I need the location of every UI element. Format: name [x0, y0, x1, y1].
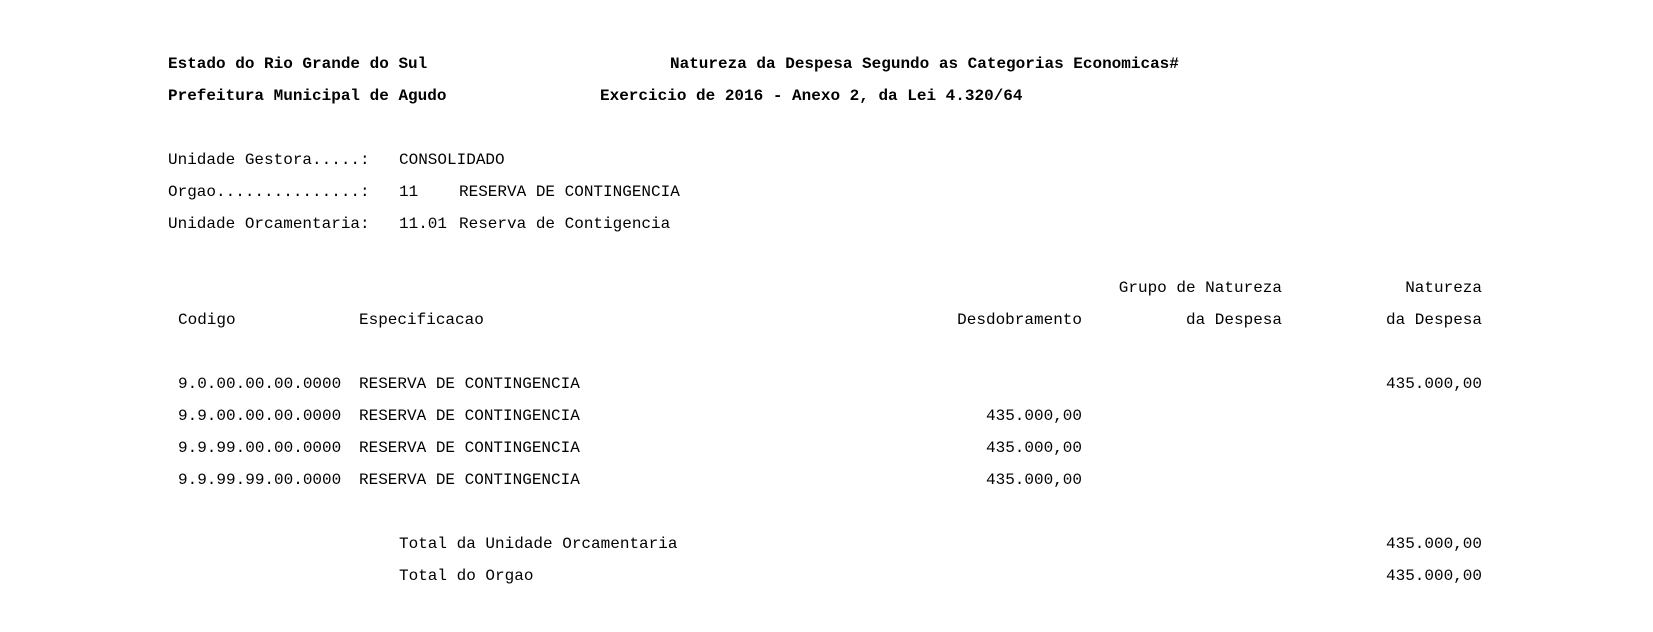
column-header-grupo-line1: Grupo de Natureza [1118, 279, 1282, 297]
row-codigo: 9.9.00.00.00.0000 [178, 407, 342, 425]
row-codigo: 9.9.99.99.00.0000 [178, 471, 342, 489]
row-codigo: 9.0.00.00.00.0000 [178, 375, 342, 393]
total-orgao-value: 435.000,00 [1385, 567, 1482, 585]
unidade-orcamentaria-label: Unidade Orcamentaria: [168, 215, 370, 233]
row-codigo: 9.9.99.00.00.0000 [178, 439, 342, 457]
municipality-name: Prefeitura Municipal de Agudo [168, 87, 447, 105]
report-title: Natureza da Despesa Segundo as Categorias Economicas# [670, 55, 1179, 73]
row-especificacao: RESERVA DE CONTINGENCIA [359, 439, 580, 457]
unidade-gestora-value: CONSOLIDADO [399, 151, 505, 169]
orgao-code: 11 [399, 183, 419, 201]
row-natureza: 435.000,00 [1385, 375, 1482, 393]
column-header-codigo: Codigo [178, 311, 236, 329]
row-especificacao: RESERVA DE CONTINGENCIA [359, 471, 580, 489]
row-especificacao: RESERVA DE CONTINGENCIA [359, 407, 580, 425]
column-header-natureza-line2: da Despesa [1385, 311, 1482, 329]
row-desdobramento: 435.000,00 [985, 407, 1082, 425]
column-header-desdobramento: Desdobramento [957, 311, 1082, 329]
row-especificacao: RESERVA DE CONTINGENCIA [359, 375, 580, 393]
orgao-name: RESERVA DE CONTINGENCIA [459, 183, 680, 201]
total-unidade-label: Total da Unidade Orcamentaria [399, 535, 678, 553]
unidade-orcamentaria-code: 11.01 [399, 215, 448, 233]
unidade-gestora-label: Unidade Gestora.....: [168, 151, 370, 169]
row-desdobramento: 435.000,00 [985, 439, 1082, 457]
column-header-especificacao: Especificacao [359, 311, 484, 329]
column-header-grupo-line2: da Despesa [1185, 311, 1282, 329]
orgao-label: Orgao...............: [168, 183, 370, 201]
state-name: Estado do Rio Grande do Sul [168, 55, 428, 73]
unidade-orcamentaria-name: Reserva de Contigencia [459, 215, 671, 233]
row-desdobramento: 435.000,00 [985, 471, 1082, 489]
column-header-natureza-line1: Natureza [1405, 279, 1482, 297]
report-subtitle: Exercicio de 2016 - Anexo 2, da Lei 4.320/64 [600, 87, 1023, 105]
total-orgao-label: Total do Orgao [399, 567, 534, 585]
total-unidade-value: 435.000,00 [1385, 535, 1482, 553]
